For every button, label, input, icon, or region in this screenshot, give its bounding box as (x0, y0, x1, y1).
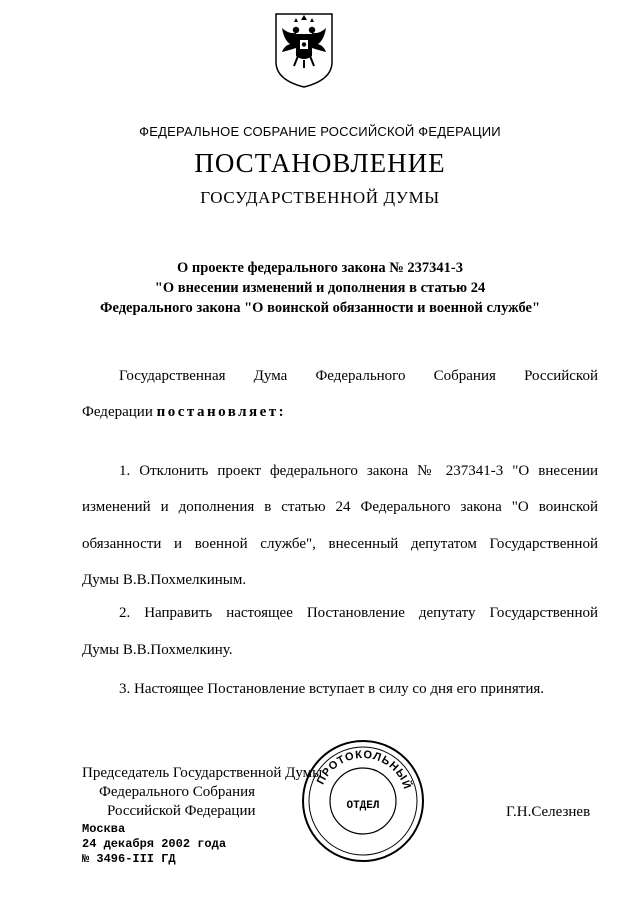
item-1-line: обязанности и военной службе", внесенный депутатом Государственной (82, 536, 598, 552)
document-title: ПОСТАНОВЛЕНИЕ (194, 148, 446, 178)
intro-line-2 (82, 402, 598, 422)
stamp-center-text: ОТДЕЛ (346, 800, 380, 812)
russian-double-headed-eagle-icon (272, 10, 336, 90)
item-2-line: Думы В.В.Похмелкину. (82, 642, 233, 658)
signatory-name: Г.Н.Селезнев (506, 804, 591, 820)
resolves-verb: постановляет: (156, 404, 287, 420)
document-footer (82, 822, 226, 867)
intro-prefix: Федерации (82, 404, 153, 420)
position-line: Федерального Собрания (99, 784, 256, 800)
organization-name: ФЕДЕРАЛЬНОЕ СОБРАНИЕ РОССИЙСКОЙ ФЕДЕРАЦИИ (139, 124, 501, 139)
document-subject (0, 258, 640, 318)
footer-number: № 3496-III ГД (82, 852, 176, 866)
position-line: Председатель Государственной Думы (82, 765, 323, 781)
subject-line: "О внесении изменений и дополнения в статью 24 (154, 280, 486, 296)
footer-city: Москва (82, 822, 126, 836)
stamp-ring-text: ПРОТОКОЛЬНЫЙ (314, 748, 414, 792)
subject-line: Федерального закона "О воинской обязанности и военной службе" (100, 300, 540, 316)
position-line: Российской Федерации (107, 803, 256, 819)
item-1-line: изменений и дополнения в статью 24 Федерального закона "О воинской (82, 499, 598, 515)
svg-text:ПРОТОКОЛЬНЫЙ (315, 749, 414, 792)
item-1-line: 1. Отклонить проект федерального закона № 237341-3 "О внесении (119, 463, 598, 479)
protocol-department-stamp (298, 736, 428, 866)
item-3-line: 3. Настоящее Постановление вступает в силу со дня его принятия. (119, 681, 545, 697)
item-2-line: 2. Направить настоящее Постановление депутату Государственной (119, 605, 598, 621)
item-1-line: Думы В.В.Похмелкиным. (82, 572, 247, 588)
subject-line: О проекте федерального закона № 237341-3 (176, 260, 464, 276)
intro-line: Государственная Дума Федерального Собрания Российской (119, 368, 598, 384)
document-subtitle: ГОСУДАРСТВЕННОЙ ДУМЫ (200, 188, 440, 207)
footer-date: 24 декабря 2002 года (82, 837, 227, 851)
